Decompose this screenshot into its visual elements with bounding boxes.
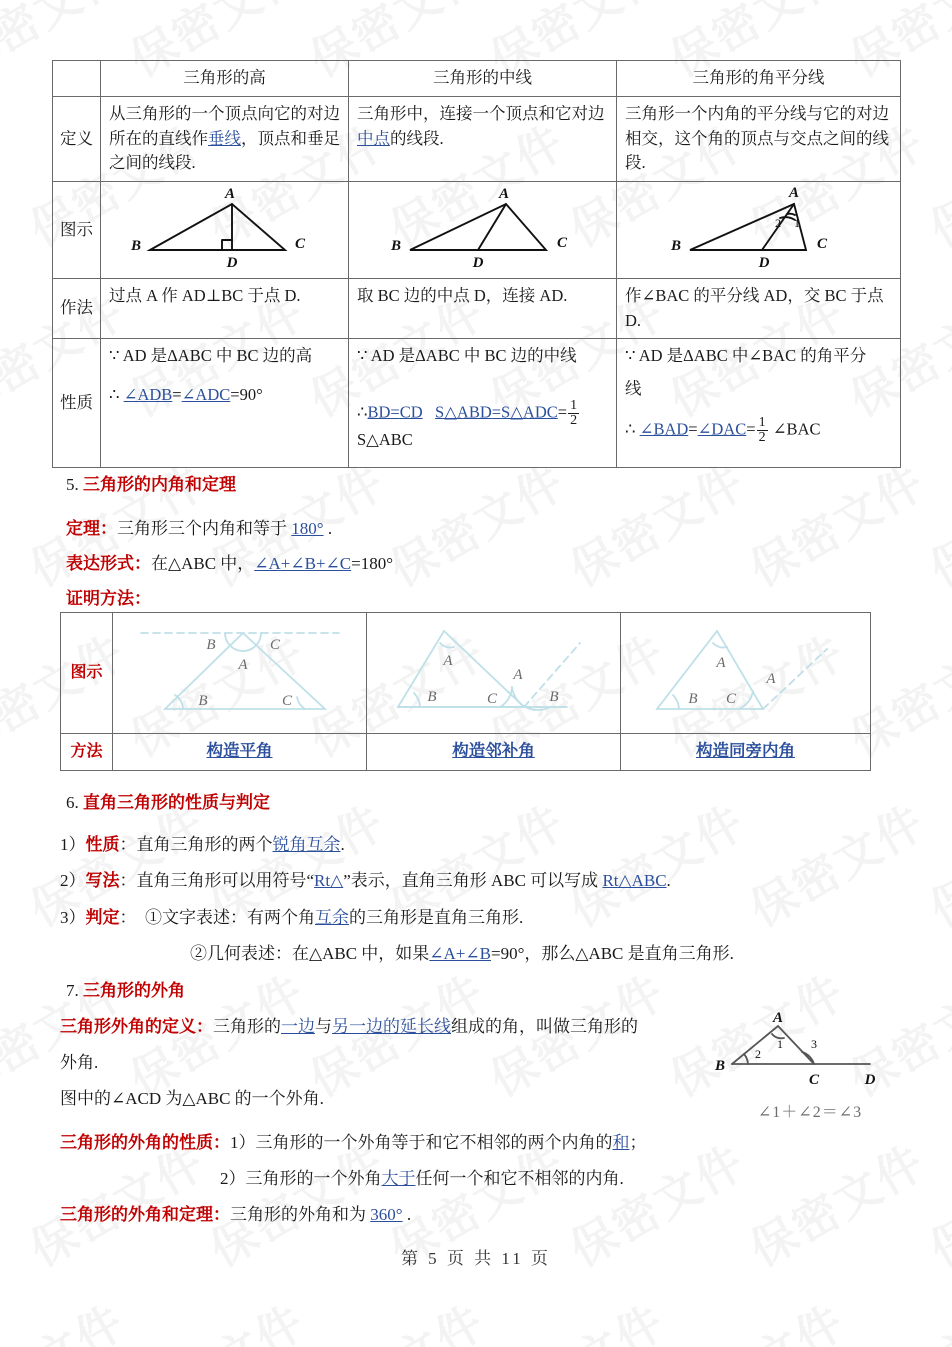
section7-property-1: 三角形的外角的性质：1）三角形的一个外角等于和它不相邻的两个内角的和；: [60, 1133, 647, 1152]
svg-text:1: 1: [793, 216, 800, 230]
bd-equals-cd: BD=CD: [367, 402, 423, 422]
section6-item-3-line2: [190, 941, 734, 967]
table-row: [53, 182, 901, 279]
highlighted-term: Rt△ABC: [602, 871, 667, 890]
svg-text:B: B: [197, 693, 208, 709]
row-label-figure: 图示: [53, 182, 101, 279]
text-run: =90°，那么△ABC 是直角三角形.: [490, 944, 734, 963]
definition-height: [101, 96, 349, 181]
section7-property-2: [220, 1166, 624, 1192]
row-label-definition: 定义: [53, 96, 101, 181]
text-run: 的三角形是直角三角形.: [349, 908, 524, 927]
section5-theorem: 定理：三角形三个内角和等于 180° .: [66, 519, 333, 538]
property-bisector-line3: ∴ ∠BAD=∠DAC= $\frac{1}{2}$ ∠BAC: [625, 414, 821, 445]
column-header-height: 三角形的高: [101, 61, 349, 97]
text-run: ②几何表述：在△ABC 中，如果: [190, 944, 430, 963]
angle-dac: ∠DAC: [697, 419, 747, 439]
method-cointerior-angle: 构造同旁内角: [621, 733, 871, 770]
property-bisector-line1: ∵ AD 是ΔABC 中∠BAC 的角平分: [625, 346, 867, 366]
svg-text:2: 2: [755, 1047, 761, 1061]
property-height: [101, 339, 349, 468]
table-row: [53, 339, 901, 468]
svg-text:B: B: [670, 238, 681, 254]
page-footer: 第 5 页 共 11 页: [400, 1249, 552, 1268]
table-row: [53, 278, 901, 339]
svg-text:B: B: [205, 637, 216, 653]
svg-text:A: A: [788, 185, 799, 201]
highlighted-term: Rt△: [314, 871, 344, 890]
svg-text:D: D: [472, 255, 483, 270]
figure-triangle-height: [101, 182, 349, 279]
figure-exterior-angle-caption: ∠1＋∠2＝∠3: [757, 1104, 863, 1121]
svg-text:A: A: [715, 655, 726, 671]
section5-heading: 5. 三角形的内角和定理: [66, 475, 236, 494]
text-run: 三角形的: [213, 1017, 281, 1036]
text-run: ；: [629, 1133, 647, 1152]
column-header-median: 三角形的中线: [349, 61, 617, 97]
svg-text:B: B: [548, 689, 559, 705]
property-height-line2: ∴ ∠ADB=∠ADC=90°: [109, 385, 263, 404]
svg-text:B: B: [390, 238, 401, 254]
fraction-one-half: $\frac{1}{2}$: [570, 398, 578, 429]
section7-figure-note: 图中的∠ACD 为△ABC 的一个外角.: [60, 1089, 324, 1108]
text-run: 的线段.: [390, 128, 444, 148]
method-adjacent-supplementary: 构造邻补角: [367, 733, 621, 770]
table-row: [61, 733, 871, 770]
row-label-property: 性质: [53, 339, 101, 468]
definition-bisector: [617, 96, 901, 181]
svg-text:D: D: [864, 1072, 876, 1088]
area-equality: S△ABD=S△ADC: [435, 402, 558, 422]
section7-exterior-sum: 三角形的外角和定理：三角形的外角和为 360° .: [60, 1205, 412, 1224]
svg-text:C: C: [556, 235, 567, 251]
text-run: 与: [315, 1017, 332, 1036]
svg-text:B: B: [130, 238, 141, 254]
section5-proof-label: 证明方法：: [66, 589, 151, 608]
svg-text:B: B: [687, 691, 698, 707]
text-run: 1）三角形的一个外角等于和它不相邻的两个内角的: [230, 1133, 613, 1152]
table-corner-cell: [53, 61, 101, 97]
construction-bisector: [617, 278, 901, 339]
angle-sum-formula: ∠A+∠B+∠C: [254, 554, 352, 573]
highlighted-term: 垂线: [208, 128, 241, 148]
table-row: [53, 96, 901, 181]
property-bisector-line2: 线: [625, 379, 642, 398]
area-abc: S△ABC: [357, 430, 413, 450]
text-run: 三角形一个内角的平分线与它的对边相交，这个角的顶点与交点之间的线段.: [625, 103, 889, 173]
section6-item-3: 3）判定： ①文字表述：有两个角互余的三角形是直角三角形.: [60, 908, 524, 927]
text-run: .: [340, 835, 345, 854]
figure-triangle-bisector: [617, 182, 901, 279]
svg-text:C: C: [816, 236, 827, 252]
svg-text:A: A: [512, 667, 523, 683]
method-straight-angle: 构造平角: [113, 733, 367, 770]
svg-text:D: D: [758, 255, 769, 270]
row-label-construction: 作法: [53, 278, 101, 339]
svg-text:D: D: [226, 255, 237, 270]
figure-cointerior-angle: [621, 613, 871, 734]
angle-bad: ∠BAD: [639, 419, 689, 439]
svg-text:A: A: [224, 186, 235, 202]
highlighted-term: 锐角互余: [272, 835, 341, 854]
fraction-one-half: $\frac{1}{2}$: [758, 414, 766, 445]
column-header-bisector: 三角形的角平分线: [617, 61, 901, 97]
text-run: 2）三角形的一个外角: [220, 1169, 382, 1188]
angle-bac: ∠BAC: [772, 419, 821, 439]
table-proof-methods: [60, 612, 871, 771]
svg-text:C: C: [269, 637, 280, 653]
svg-text:2: 2: [774, 216, 781, 230]
svg-text:A: A: [765, 671, 776, 687]
highlighted-term: 中点: [357, 128, 390, 148]
section6-item-1: 1）性质：直角三角形的两个锐角互余.: [60, 835, 345, 854]
text-run: ①文字表述：有两个角: [145, 908, 315, 927]
svg-text:C: C: [486, 691, 497, 707]
text-run: 过点 A 作 AD⊥BC 于点 D.: [109, 285, 301, 305]
text-run: 取 BC 边的中点 D，连接 AD.: [357, 285, 568, 305]
figure-straight-angle: [113, 613, 367, 734]
text-run: 任何一个和它不相邻的内角.: [415, 1169, 624, 1188]
table-row: [53, 61, 901, 97]
highlighted-term: 大于: [381, 1169, 416, 1188]
text-run: 直角三角形可以用符号“: [136, 871, 315, 890]
construction-height: [101, 278, 349, 339]
highlighted-term: 一边: [281, 1017, 315, 1036]
highlighted-term: 另一边的延长线: [332, 1017, 451, 1036]
text-run: 三角形中，连接一个顶点和它对边: [357, 103, 605, 123]
svg-text:C: C: [281, 693, 292, 709]
text-run: ，顶点和垂足之间的线段.: [109, 128, 340, 173]
figure-triangle-median: [349, 182, 617, 279]
row-label-figure: 图示: [61, 613, 113, 734]
section7-definition-line2: 外角.: [60, 1053, 99, 1072]
svg-text:B: B: [714, 1058, 726, 1074]
theorem-value: 180°: [291, 519, 324, 538]
highlighted-term: ∠A+∠B: [429, 944, 491, 963]
svg-text:C: C: [808, 1072, 820, 1088]
svg-text:A: A: [498, 186, 509, 202]
section6-heading: 6. 直角三角形的性质与判定: [66, 793, 270, 812]
section6-item-2: 2）写法：直角三角形可以用符号“Rt△”表示，直角三角形 ABC 可以写成 Rt△ABC.: [60, 871, 671, 890]
text-run: .: [666, 871, 671, 890]
svg-text:C: C: [294, 236, 305, 252]
section7-definition: 三角形外角的定义：三角形的一边与另一边的延长线组成的角，叫做三角形的: [60, 1017, 638, 1036]
svg-text:1: 1: [777, 1037, 783, 1051]
text-run: 作∠BAC 的平分线 AD，交 BC 于点 D.: [625, 285, 884, 330]
svg-text:3: 3: [811, 1037, 817, 1051]
text-run: 从三角形的一个顶点向它的对边所在的直线作: [109, 103, 340, 148]
property-bisector: [617, 339, 901, 468]
property-median-line2: ∴BD=CD S△ABD=S△ADC= $\frac{1}{2}$ S△ABC: [357, 398, 578, 450]
property-median-line1: ∵ AD 是ΔABC 中 BC 边的中线: [357, 346, 577, 366]
property-median: [349, 339, 617, 468]
property-height-line1: ∵ AD 是ΔABC 中 BC 边的高: [109, 346, 313, 366]
svg-text:C: C: [725, 691, 736, 707]
figure-exterior-angle: [705, 1012, 915, 1122]
svg-text:A: A: [772, 1012, 784, 1026]
svg-text:A: A: [237, 657, 248, 673]
angle-adc: ∠ADC: [181, 385, 231, 404]
section7-heading: 7. 三角形的外角: [66, 981, 185, 1000]
section5-expression: 表达形式：在△ABC 中，∠A+∠B+∠C=180°: [66, 554, 394, 573]
construction-median: [349, 278, 617, 339]
svg-text:A: A: [442, 653, 453, 669]
table-triangle-cevians: [52, 60, 901, 468]
exterior-sum-value: 360°: [370, 1205, 403, 1224]
figure-adjacent-supplementary: [367, 613, 621, 734]
definition-median: [349, 96, 617, 181]
highlighted-term: 互余: [315, 908, 349, 927]
highlighted-term: 和: [612, 1133, 630, 1152]
row-label-method: 方法: [61, 733, 113, 770]
text-run: ”表示，直角三角形 ABC 可以写成: [343, 871, 603, 890]
text-run: 直角三角形的两个: [136, 835, 273, 854]
text-run: 组成的角，叫做三角形的: [451, 1017, 638, 1036]
angle-adb: ∠ADB: [123, 385, 173, 404]
table-row: [61, 613, 871, 734]
svg-text:B: B: [426, 689, 437, 705]
